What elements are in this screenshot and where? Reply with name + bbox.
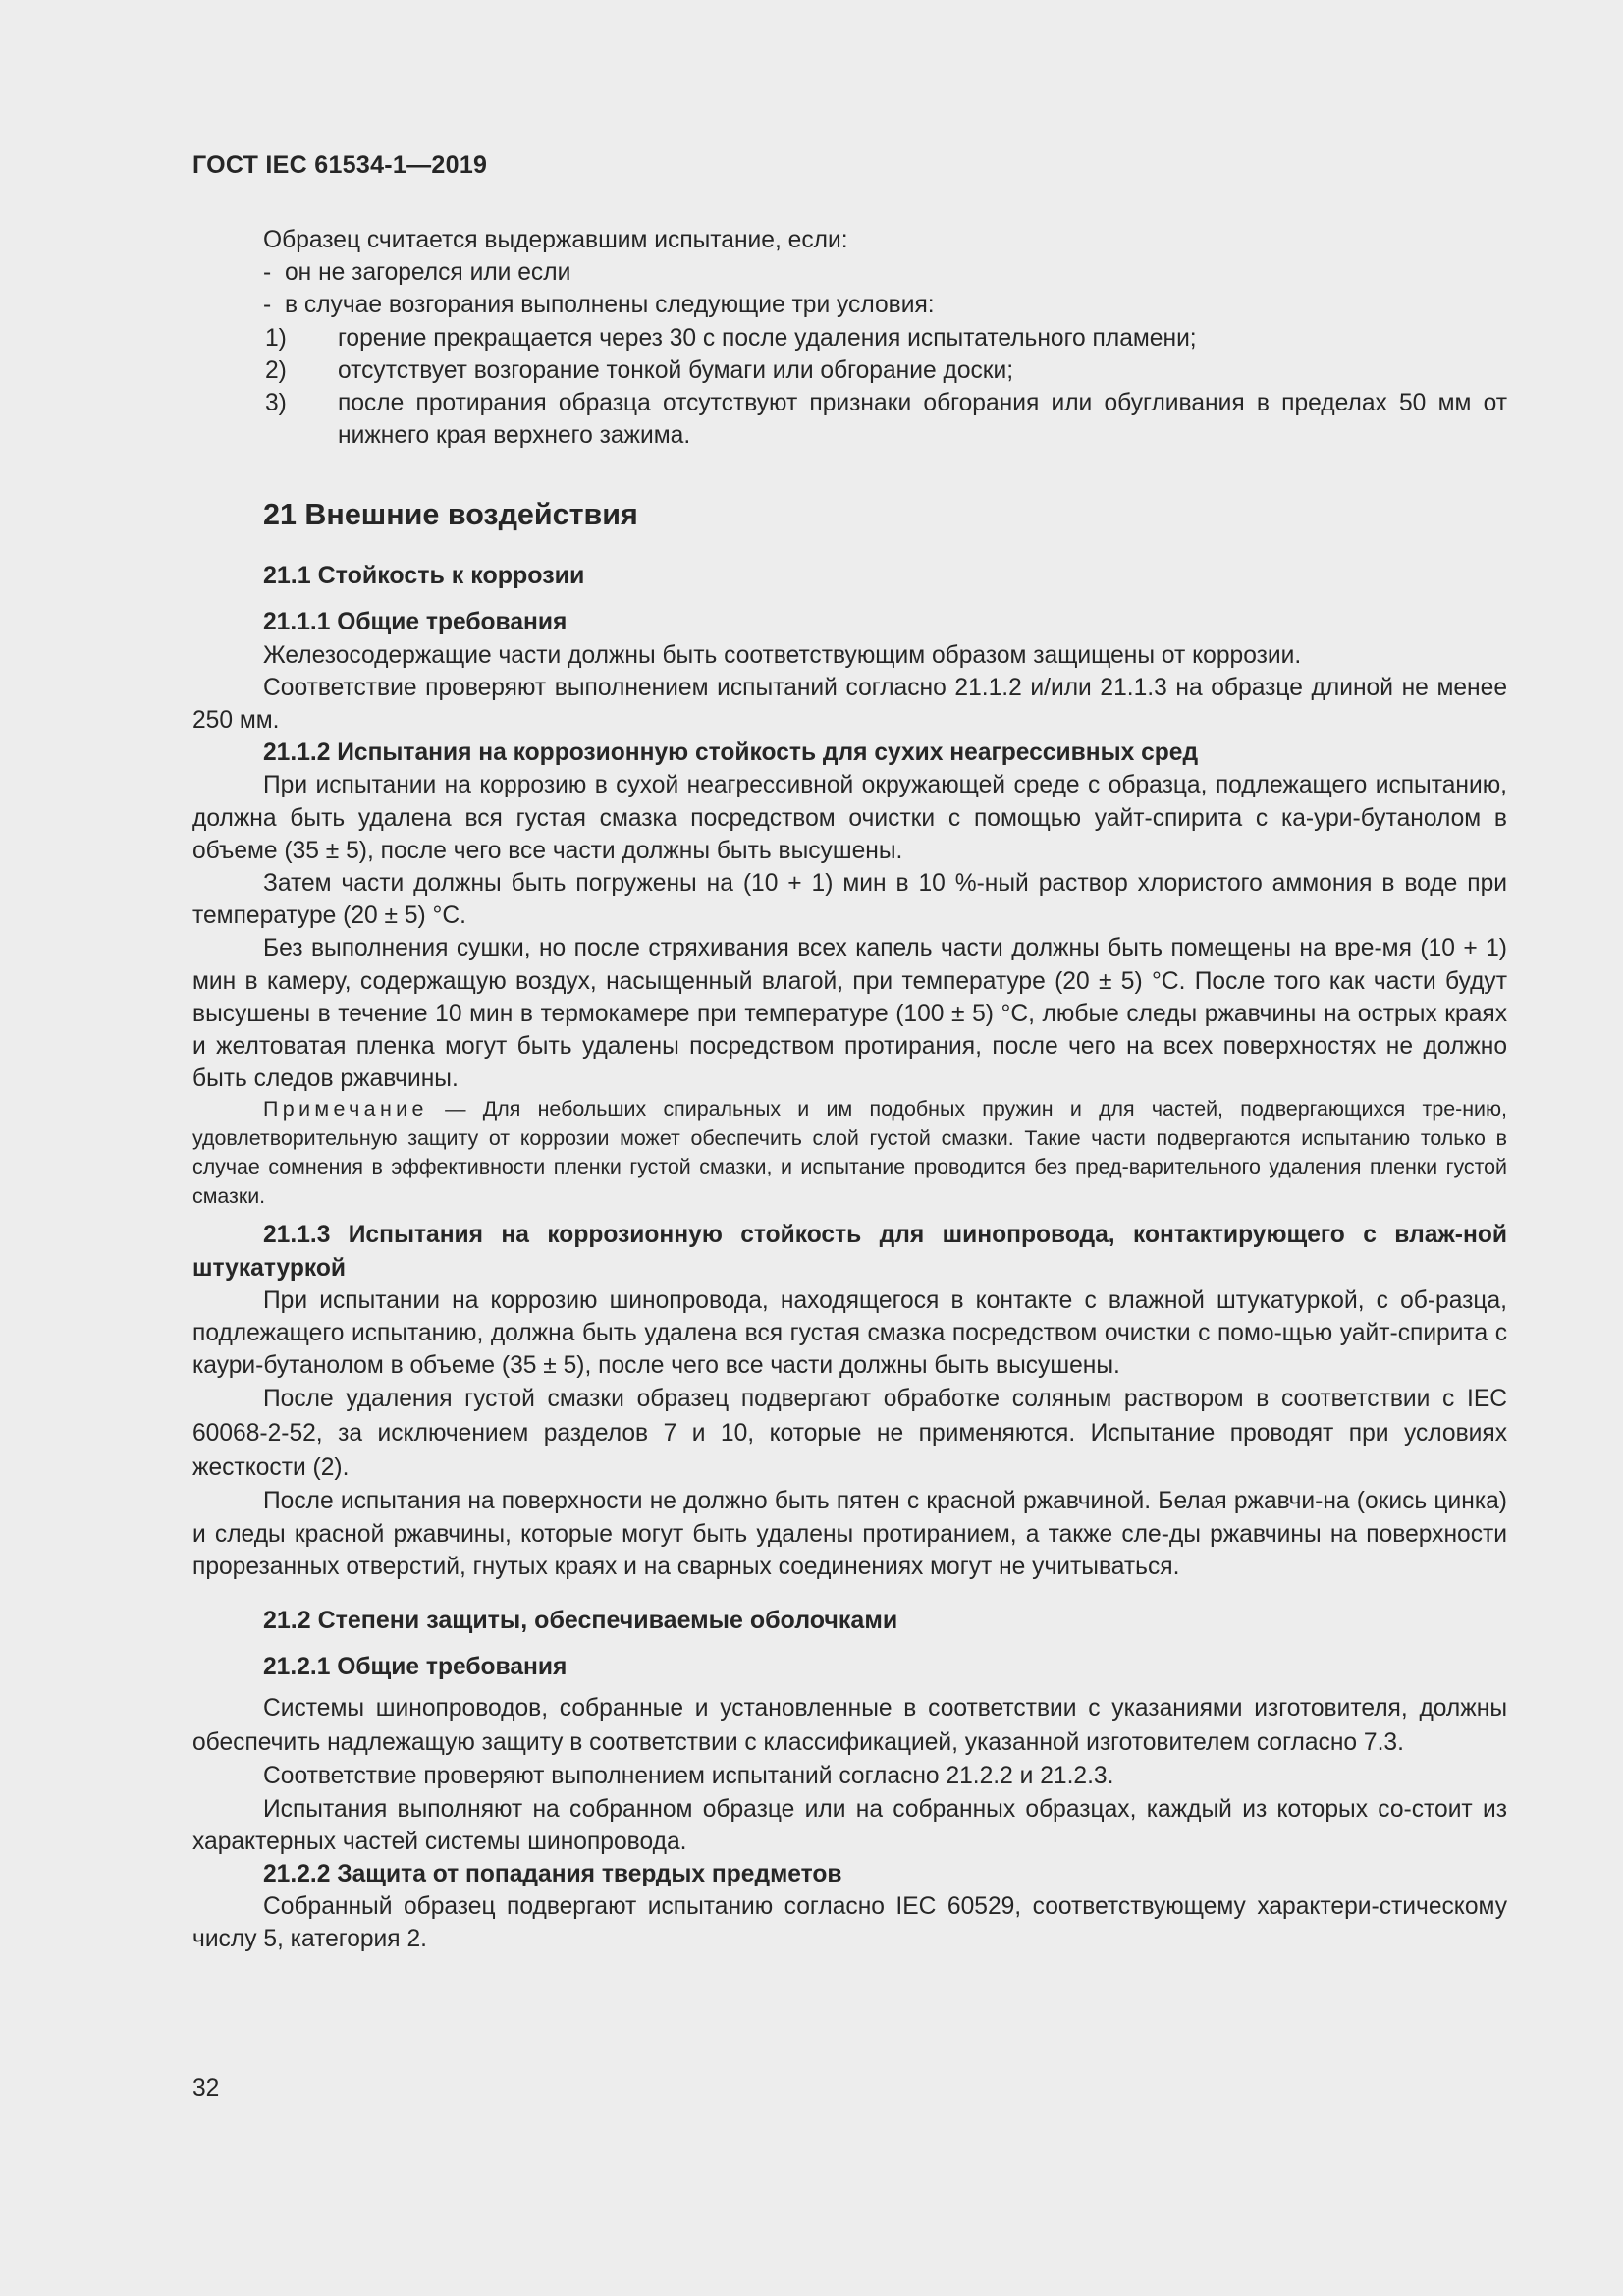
paragraph: После испытания на поверхности не должно быть пятен с красной ржавчиной. Белая ржавчи-на (окись цинка) и следы красной ржавчины, которые могут быть удалены протиранием, а также сле-ды ржавчины на поверхности прорезанных отверстий, гнутых краях и на сварных соединениях могут не учитываться. xyxy=(192,1488,1507,1580)
section-21-2-title: 21.2 Степени защиты, обеспечиваемые оболочками xyxy=(263,1607,898,1635)
paragraph: Без выполнения сушки, но после стряхивания всех капель части должны быть помещены на вре-мя (10 + 1) мин в камеру, содержащую воздух, насыщенный влагой, при температуре (20 ± 5) °С. После того как части будут высушены в течение 10 мин в термокамере при температуре (100 ± 5) °С, любые следы ржавчины на острых краях и желтоватая пленка могут быть удалены посредством протирания, после чего на всех поверхностях не должно быть следов ржавчины. xyxy=(192,935,1507,1093)
paragraph: При испытании на коррозию шинопровода, находящегося в контакте с влажной штукатуркой, с об-разца, подлежащего испытанию, должна быть удалена вся густая смазка посредством очистки с помо-щью уайт-спирита с каури-бутанолом в объеме (35 ± 5), после чего все части должны быть высушены. xyxy=(192,1286,1507,1380)
intro-item-text: в случае возгорания выполнены следующие три условия: xyxy=(285,292,935,319)
paragraph: Соответствие проверяют выполнением испытаний согласно 21.2.2 и 21.2.3. xyxy=(263,1763,1114,1790)
section-21-1-title: 21.1 Стойкость к коррозии xyxy=(263,562,585,590)
dash-marker: - xyxy=(263,292,272,319)
dash-marker: - xyxy=(263,259,272,287)
section-21-title: 21 Внешние воздействия xyxy=(263,498,638,532)
paragraph: Собранный образец подвергают испытанию согласно IEC 60529, соответствующему характери-стическому числу 5, категория 2. xyxy=(192,1893,1507,1953)
condition-number: 1) xyxy=(265,324,287,352)
paragraph: Соответствие проверяют выполнением испытаний согласно 21.1.2 и/или 21.1.3 на образце длиной не менее 250 мм. xyxy=(192,674,1507,735)
section-21-2-1-title: 21.2.1 Общие требования xyxy=(263,1654,568,1681)
intro-item xyxy=(192,256,1507,289)
section-21-1-2-title: 21.1.2 Испытания на коррозионную стойкость для сухих неагрессивных сред xyxy=(263,739,1199,767)
paragraph: После удаления густой смазки образец подвергают обработке соляным раствором в соответствии с IEC 60068-2-52, за исключением разделов 7 и 10, которые не применяются. Испытание проводят при условиях жесткости (2). xyxy=(192,1386,1507,1482)
paragraph: Системы шинопроводов, собранные и установленные в соответствии с указаниями изготовителя, должны обеспечить надлежащую защиту в соответствии с классификацией, указанной изготовителем согласно 7.3. xyxy=(192,1695,1507,1757)
page-number: 32 xyxy=(192,2075,220,2102)
paragraph: Железосодержащие части должны быть соответствующим образом защищены от коррозии. xyxy=(263,641,1302,669)
section-21-1-3-title: 21.1.3 Испытания на коррозионную стойкость для шинопровода, контактирующего с влаж-ной штукатуркой xyxy=(192,1222,1507,1282)
condition-text: после протирания образца отсутствуют признаки обгорания или обугливания в пределах 50 мм от нижнего края верхнего зажима. xyxy=(338,390,1507,450)
page-header: ГОСТ IEC 61534-1—2019 xyxy=(192,151,488,179)
note xyxy=(192,1095,1507,1211)
page-content xyxy=(192,224,1507,1956)
section-21-1-1-title: 21.1.1 Общие требования xyxy=(263,609,568,636)
condition-item xyxy=(192,322,1507,355)
condition-text: отсутствует возгорание тонкой бумаги или обгорание доски; xyxy=(338,356,1014,384)
intro-item xyxy=(192,289,1507,321)
intro-item-text: он не загорелся или если xyxy=(285,259,571,287)
condition-item xyxy=(192,387,1507,452)
intro-lead: Образец считается выдержавшим испытание, если: xyxy=(263,227,848,253)
section-21-2-2-title: 21.2.2 Защита от попадания твердых предметов xyxy=(263,1860,842,1887)
note-label: Примечание xyxy=(263,1097,428,1121)
paragraph: Затем части должны быть погружены на (10 + 1) мин в 10 %-ный раствор хлористого аммония в воде при температуре (20 ± 5) °С. xyxy=(192,870,1507,930)
note-text: — Для небольших спиральных и им подобных пружин и для частей, подвергающихся тре-нию, удовлетворительную защиту от коррозии может обеспечить слой густой смазки. Такие части подвергаются испытанию только в случае сомнения в эффективности пленки густой смазки, и испытание проводится без пред-варительного удаления пленки густой смазки. xyxy=(192,1097,1507,1208)
condition-number: 3) xyxy=(265,390,287,417)
paragraph: Испытания выполняют на собранном образце или на собранных образцах, каждый из которых со-стоит из характерных частей системы шинопровода. xyxy=(192,1795,1507,1855)
condition-text: горение прекращается через 30 с после удаления испытательного пламени; xyxy=(338,324,1197,352)
condition-item xyxy=(192,355,1507,387)
paragraph: При испытании на коррозию в сухой неагрессивной окружающей среде с образца, подлежащего испытанию, должна быть удалена вся густая смазка посредством очистки с помощью уайт-спирита с ка-ури-бутанолом в объеме (35 ± 5), после чего все части должны быть высушены. xyxy=(192,772,1507,864)
condition-number: 2) xyxy=(265,356,287,384)
